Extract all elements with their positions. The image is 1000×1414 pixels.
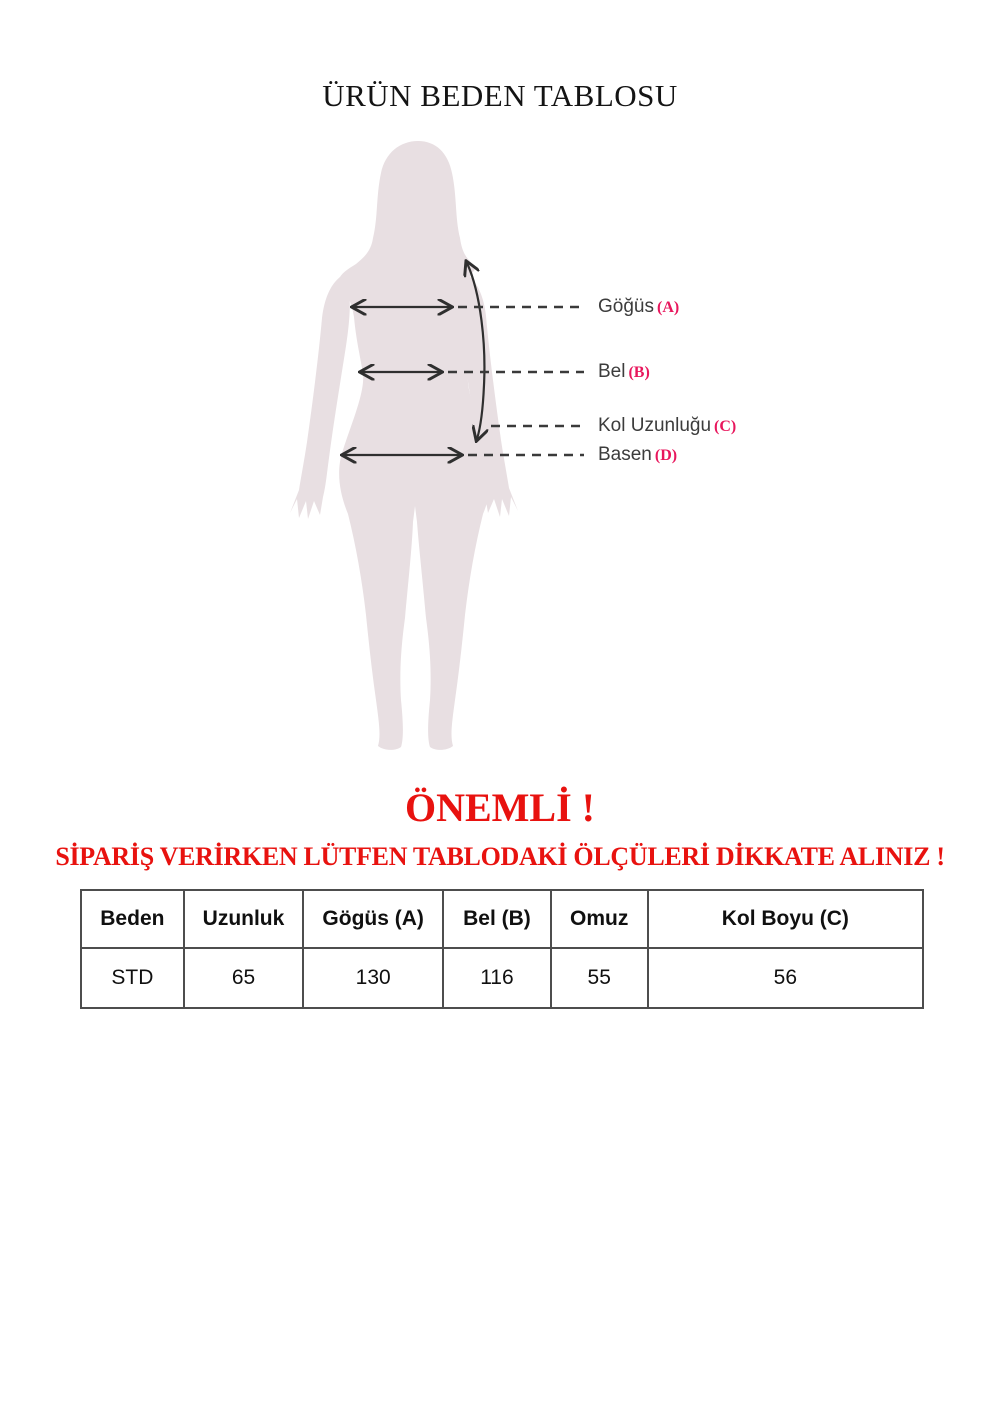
size-table-data-row bbox=[81, 948, 923, 1008]
header-kol-boyu: Kol Boyu (C) bbox=[648, 890, 923, 948]
cell-beden: STD bbox=[81, 948, 184, 1008]
label-arm-length-letter: (C) bbox=[714, 418, 737, 435]
cell-uzunluk: 65 bbox=[184, 948, 304, 1008]
warning-text: SİPARİŞ VERİRKEN LÜTFEN TABLODAKİ ÖLÇÜLERİ DİKKATE ALINIZ ! bbox=[55, 842, 945, 871]
header-uzunluk: Uzunluk bbox=[184, 890, 304, 948]
label-arm-length bbox=[598, 415, 736, 437]
label-waist-letter: (B) bbox=[628, 364, 650, 381]
header-bel: Bel (B) bbox=[443, 890, 551, 948]
label-chest-letter: (A) bbox=[656, 299, 680, 316]
label-chest-text: Göğüs bbox=[598, 296, 654, 317]
body-silhouette bbox=[290, 141, 518, 750]
cell-gogus: 130 bbox=[303, 948, 443, 1008]
label-hip-text: Basen bbox=[598, 444, 652, 465]
label-arm-length-text: Kol Uzunluğu bbox=[598, 415, 712, 436]
label-hip-letter: (D) bbox=[654, 447, 678, 464]
header-beden: Beden bbox=[81, 890, 184, 948]
page-title: ÜRÜN BEDEN TABLOSU bbox=[322, 78, 678, 113]
header-gogus: Gögüs (A) bbox=[303, 890, 443, 948]
important-heading: ÖNEMLİ ! bbox=[405, 785, 595, 830]
label-waist-text: Bel bbox=[598, 361, 626, 382]
cell-kol-boyu: 56 bbox=[648, 948, 923, 1008]
cell-omuz: 55 bbox=[551, 948, 648, 1008]
label-waist bbox=[598, 361, 650, 383]
size-table-header-row bbox=[81, 890, 923, 948]
size-table bbox=[80, 889, 924, 1009]
label-chest bbox=[598, 296, 679, 318]
cell-bel: 116 bbox=[443, 948, 551, 1008]
header-omuz: Omuz bbox=[551, 890, 648, 948]
label-hip bbox=[598, 444, 677, 466]
